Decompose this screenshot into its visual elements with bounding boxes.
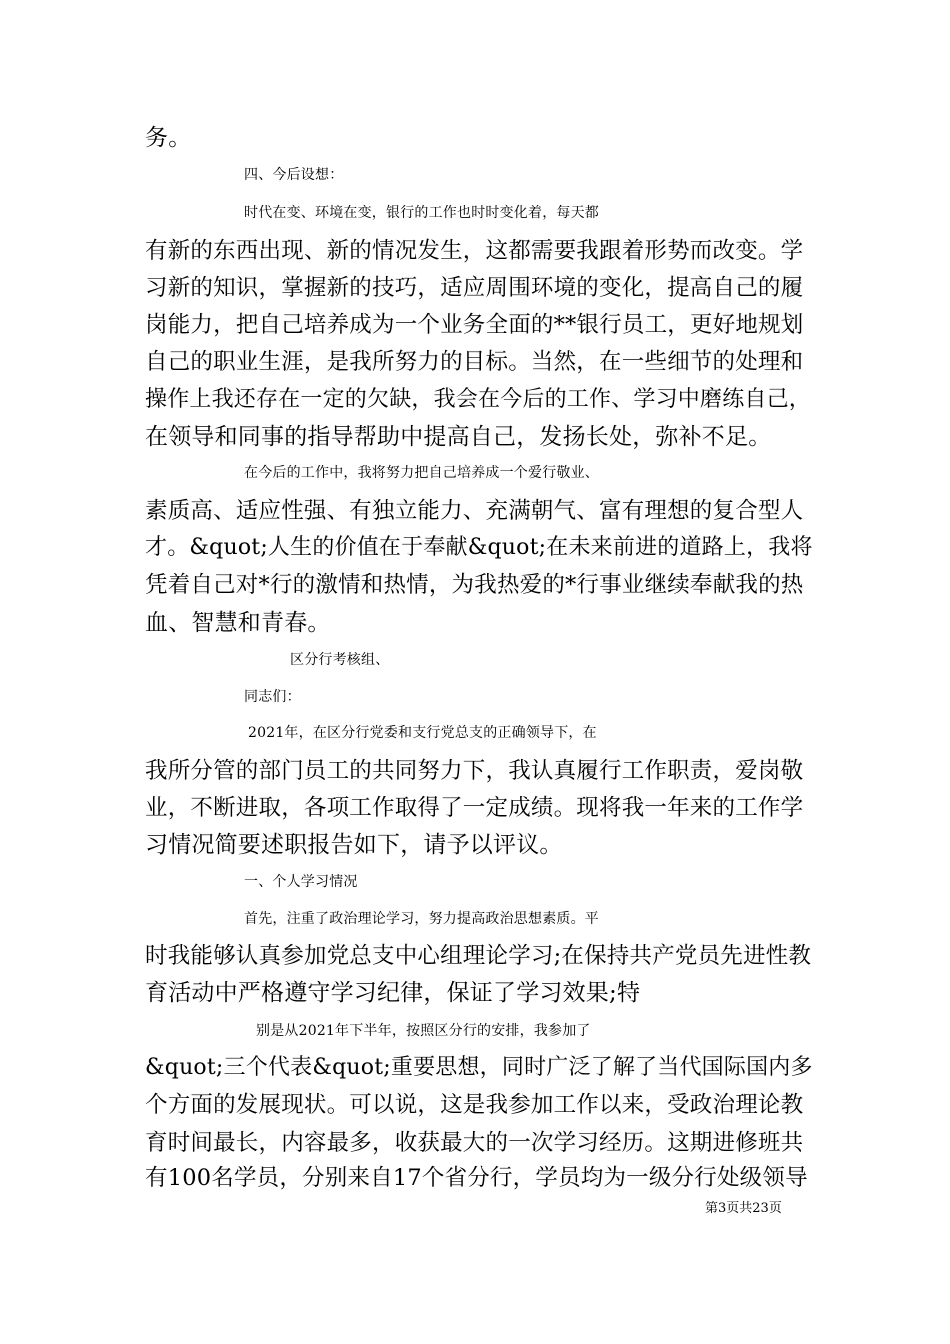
text-line: 凭着自己对*行的激情和热情，为我热爱的*行事业继续奉献我的热 [145,572,804,598]
text-line: 自己的职业生涯，是我所努力的目标。当然，在一些细节的处理和 [145,349,804,375]
text-line: 首先，注重了政治理论学习，努力提高政治思想素质。平 [244,911,599,927]
text-line: 务。 [145,125,192,151]
text-line: 2021年，在区分行党委和支行党总支的正确领导下，在 [248,725,597,741]
text-line: 素质高、适应性强、有独立能力、充满朝气、富有理想的复合型人 [145,498,804,524]
text-line: 别是从2021年下半年，按照区分行的安排，我参加了 [256,1023,591,1039]
text-line: 在领导和同事的指导帮助中提高自己，发扬长处，弥补不足。 [145,424,772,450]
page-number: 第3页共23页 [705,1201,782,1216]
text-line: &quot;三个代表&quot;重要思想，同时广泛了解了当代国际国内多 [145,1055,813,1080]
text-line: 血、智慧和青春。 [145,610,331,636]
text-line: 有100名学员，分别来自17个省分行，学员均为一级分行处级领导 [145,1165,808,1191]
section-heading: 四、今后设想： [244,167,344,183]
text-line: 育时间最长，内容最多，收获最大的一次学习经历。这期进修班共 [145,1130,804,1156]
text-line: 操作上我还存在一定的欠缺，我会在今后的工作、学习中磨练自己， [145,387,812,412]
salutation-line: 同志们： [244,689,301,705]
section-heading: 一、个人学习情况 [244,874,358,890]
text-line: 时我能够认真参加党总支中心组理论学习;在保持共产党员先进性教 [145,943,812,969]
text-line: 习新的知识，掌握新的技巧，适应周围环境的变化，提高自己的履 [145,275,804,301]
text-line: 习情况简要述职报告如下，请予以评议。 [145,832,563,858]
text-line: 岗能力，把自己培养成为一个业务全面的**银行员工，更好地规划 [145,312,804,338]
addressee-line: 区分行考核组、 [290,652,390,668]
text-line: 业，不断进取，各项工作取得了一定成绩。现将我一年来的工作学 [145,795,804,821]
text-line: 有新的东西出现、新的情况发生，这都需要我跟着形势而改变。学 [145,238,804,264]
text-line: 育活动中严格遵守学习纪律，保证了学习效果;特 [145,980,641,1006]
text-line: 在今后的工作中，我将努力把自己培养成一个爱行敬业、 [244,465,599,481]
text-line: 我所分管的部门员工的共同努力下，我认真履行工作职责，爱岗敬 [145,758,804,784]
text-line: 才。&quot;人生的价值在于奉献&quot;在未来前进的道路上，我将 [145,535,813,560]
text-line: 时代在变、环境在变，银行的工作也时时变化着，每天都 [244,205,599,221]
text-line: 个方面的发展现状。可以说，这是我参加工作以来，受政治理论教 [145,1092,804,1118]
